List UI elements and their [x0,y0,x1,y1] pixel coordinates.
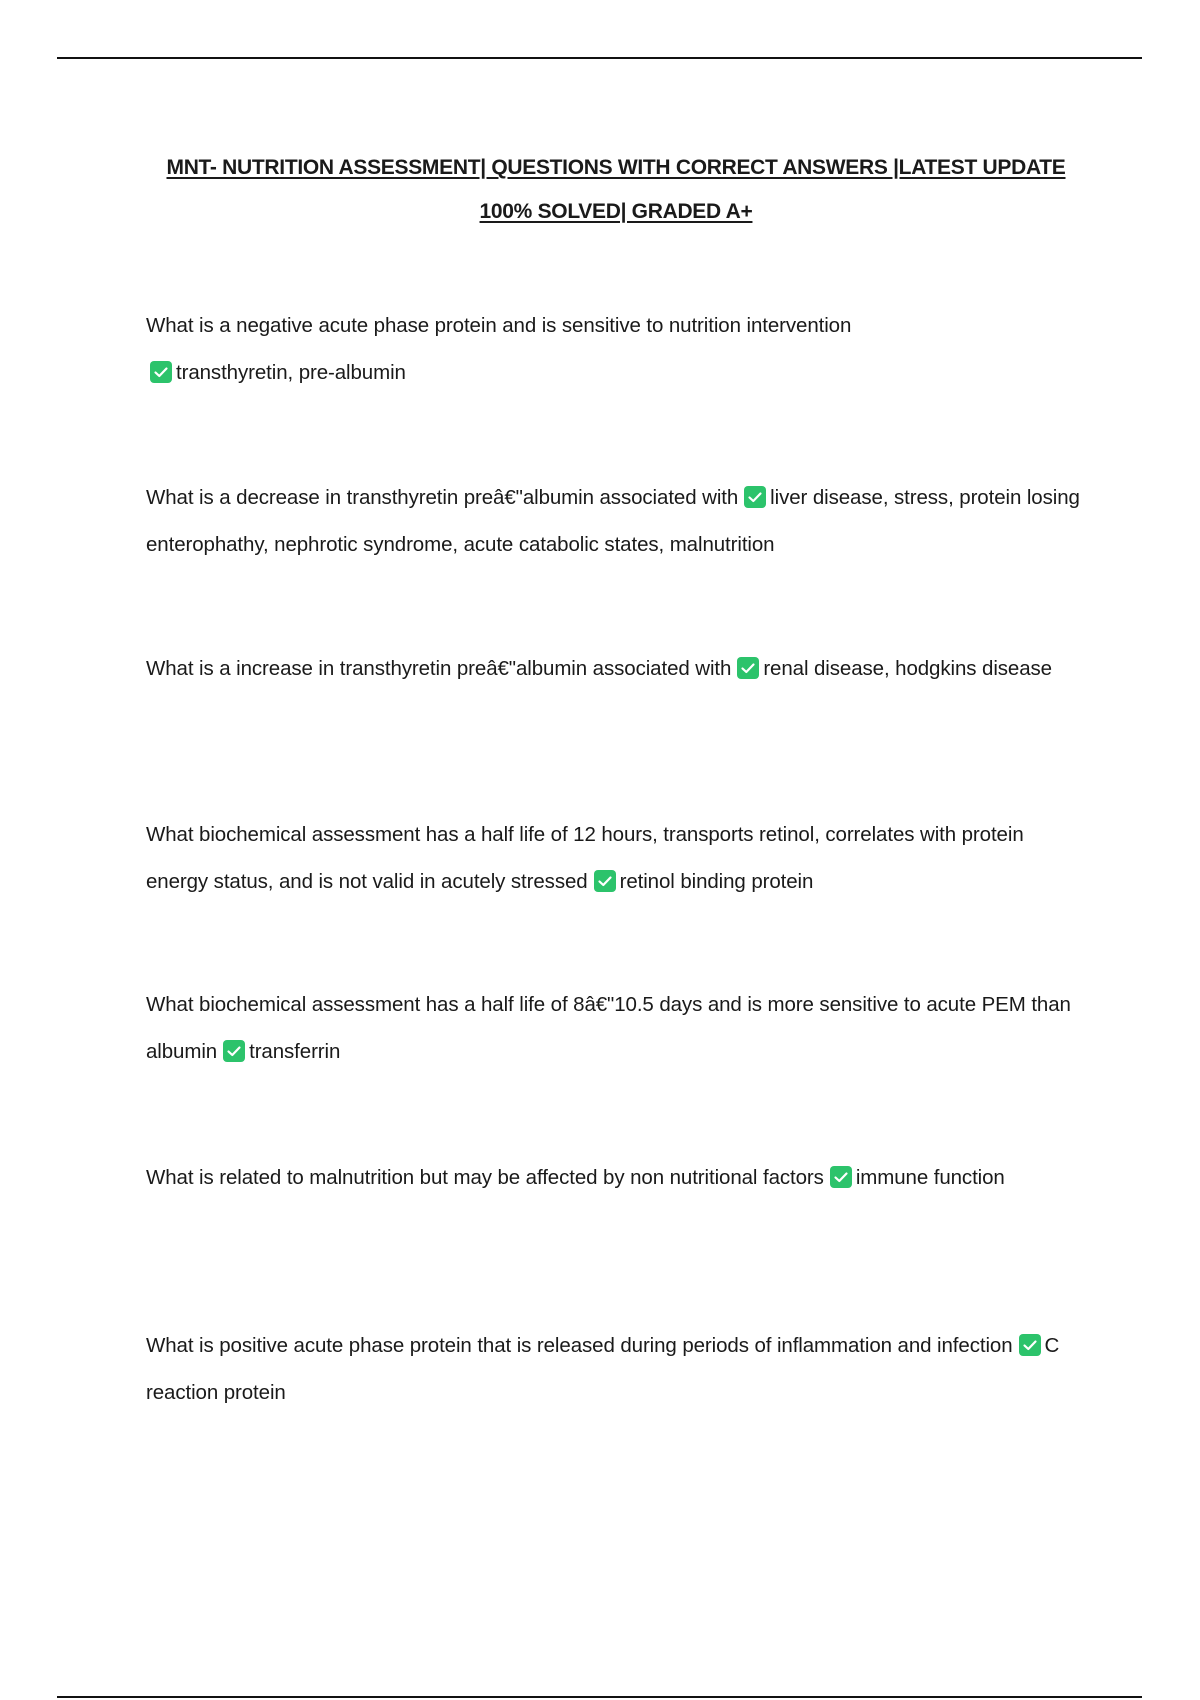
check-mark-icon [744,486,766,508]
qa-item [146,981,1081,1075]
qa-item [146,302,1081,396]
check-mark-icon [150,361,172,383]
answer-text: liver disease, stress, protein losing enterophathy, nephrotic syndrome, acute catabolic states, malnutrition [146,486,1080,556]
question-text: What is a increase in transthyretin preâ€"albumin associated with [146,657,732,680]
answer-text: immune function [855,1166,1005,1189]
question-text: What biochemical assessment has a half life of 12 hours, transports retinol, correlates with protein energy status, and is not valid in acutely stressed [146,823,1024,893]
check-mark-icon [223,1040,245,1062]
question-text: What is a negative acute phase protein and is sensitive to nutrition intervention [146,314,852,337]
question-text: What is related to malnutrition but may be affected by non nutritional factors [146,1166,824,1189]
answer-text: transthyretin, pre-albumin [176,361,406,384]
qa-item [146,811,1081,905]
header-rule [57,57,1142,59]
title-line-1: MNT- NUTRITION ASSESSMENT| QUESTIONS WITH CORRECT ANSWERS |LATEST UPDATE [166,156,1066,179]
qa-item [146,474,1081,568]
check-mark-icon [1019,1334,1041,1356]
check-mark-icon [737,657,759,679]
check-mark-icon [594,870,616,892]
qa-item [146,1154,1081,1201]
qa-item [146,645,1081,692]
title-line-2: 100% SOLVED| GRADED A+ [479,200,753,223]
answer-text: renal disease, hodgkins disease [763,657,1052,680]
question-text: What biochemical assessment has a half life of 8â€"10.5 days and is more sensitive to acute PEM than albumin [146,993,1071,1063]
question-text: What is a decrease in transthyretin preâ€"albumin associated with [146,486,739,509]
answer-text: retinol binding protein [619,870,814,893]
qa-item [146,1322,1081,1416]
answer-text: transferrin [249,1040,341,1063]
check-mark-icon [830,1166,852,1188]
question-text: What is positive acute phase protein that is released during periods of inflammation and infection [146,1334,1013,1357]
answer-text: C reaction protein [146,1334,1060,1404]
footer-rule [57,1696,1142,1698]
document-title [140,146,1092,234]
